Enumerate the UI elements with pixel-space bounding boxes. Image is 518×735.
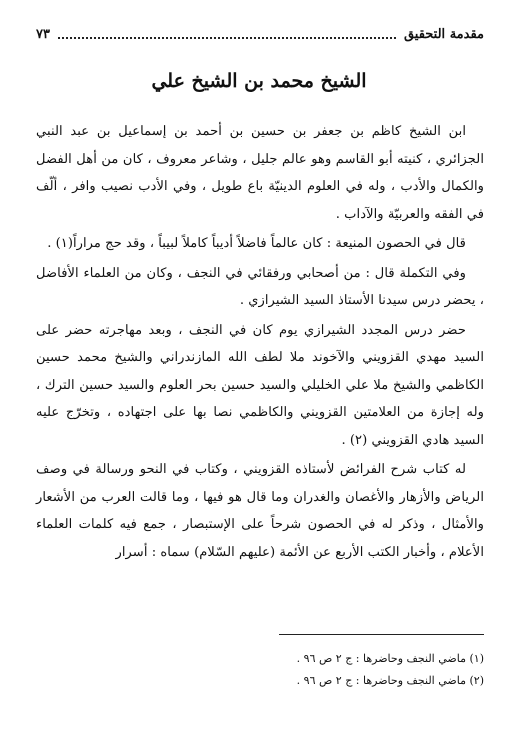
section-title: الشيخ محمد بن الشيخ علي xyxy=(151,70,367,92)
paragraph: له كتاب شرح الفرائض لأستاذه القزويني ، وكتاب في النحو ورسالة في وصف الرياض والأزهار والأغصان والغدران وما قال هو فيها ، وما قالت العرب من الأشعار والأمثال ، وذكر له في الحصون شرحاً على الإستبصار ، جمع فيه كلمات العلماء الأعلام ، وأخبار الكتب الأربع عن الأئمة (عليهم السّلام) سماه : أسرار xyxy=(36,462,484,560)
body-text xyxy=(36,118,484,568)
running-title: مقدمة التحقيق xyxy=(403,26,484,42)
paragraph: ابن الشيخ كاظم بن جعفر بن حسين بن أحمد بن إسماعيل بن عبد النبي الجزائري ، كنيته أبو القاسم وهو عالم جليل ، وشاعر معروف ، كان من أهل الفضل والكمال والأدب ، وله في العلوم الدينيّة باع طويل ، وفي الأدب نصيب وافر ، ألّف في الفقه والعربيّة والآداب . xyxy=(36,124,484,222)
running-header xyxy=(36,24,484,44)
paragraph: حضر درس المجدد الشيرازي يوم كان في النجف ، وبعد مهاجرته حضر على السيد مهدي القزويني والآخوند ملا لطف الله المازندراني والشيخ محمد حسين الكاظمي والشيخ ملا علي الخليلي والسيد حسين بحر العلوم والسيد حسين الترك ، وله إجازة من العلامتين القزويني والكاظمي نصا بها على اجتهاده ، وتخرّج عليه السيد هادي القزويني (٢) . xyxy=(36,322,484,448)
paragraph: قال في الحصون المنيعة : كان عالماً فاضلاً أديباً كاملاً لبيباً ، وقد حج مراراً(١) . xyxy=(47,236,466,251)
page-number: ٧٣ xyxy=(36,26,50,42)
footnotes xyxy=(36,648,484,692)
paragraph: وفي التكملة قال : من أصحابي ورفقائي في النجف ، وكان من العلماء الأفاضل ، يحضر درس سيدنا الأستاذ السيد الشيرازي . xyxy=(36,265,484,308)
dotted-leader xyxy=(58,37,396,39)
footnote-divider xyxy=(279,634,484,635)
footnote: (٢) ماضي النجف وحاضرها : ج ٢ ص ٩٦ . xyxy=(296,674,484,687)
footnote: (١) ماضي النجف وحاضرها : ج ٢ ص ٩٦ . xyxy=(296,652,484,665)
